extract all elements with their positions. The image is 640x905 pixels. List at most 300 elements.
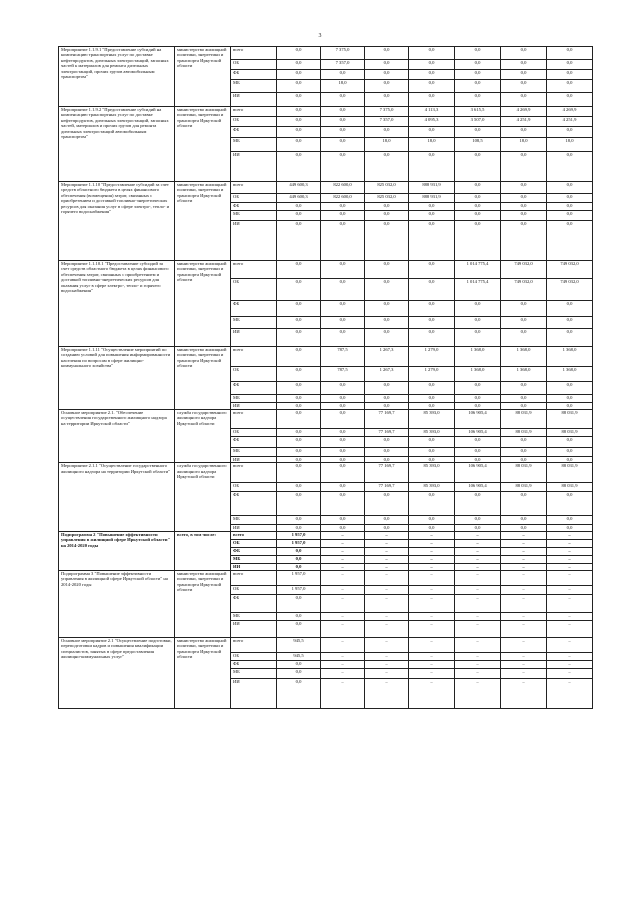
- amount-cell: –: [547, 547, 593, 555]
- executor: министерство жилищной политики, энергетики и транспорта Иркутской области: [175, 47, 231, 107]
- amount-cell: 0,0: [277, 395, 321, 403]
- amount-cell: 18,0: [501, 138, 547, 152]
- executor: министерство жилищной политики, энергетики и транспорта Иркутской области: [175, 182, 231, 261]
- amount-cell: 0,0: [455, 403, 501, 410]
- amount-cell: –: [321, 585, 365, 594]
- measure-name: Основное мероприятие 2.1 "Осуществление подготовки, переподготовки кадров и повышения квалификации специалистов, занятых в сфере предоставления жилищно-коммунальных услуг": [59, 637, 175, 708]
- funding-source: ОБ: [231, 585, 277, 594]
- funding-source: ФБ: [231, 70, 277, 80]
- funding-source: всего: [231, 410, 277, 429]
- amount-cell: 945,5: [277, 637, 321, 652]
- amount-cell: 0,0: [547, 203, 593, 211]
- amount-cell: –: [321, 678, 365, 708]
- funding-source: ИИ: [231, 620, 277, 637]
- amount-cell: –: [409, 539, 455, 547]
- amount-cell: 0,0: [321, 410, 365, 429]
- amount-cell: 0,0: [501, 80, 547, 93]
- amount-cell: –: [455, 547, 501, 555]
- amount-cell: –: [365, 539, 409, 547]
- amount-cell: 0,0: [321, 279, 365, 301]
- amount-cell: –: [321, 531, 365, 539]
- amount-cell: 749 032,0: [547, 279, 593, 301]
- executor: всего, в том числе:: [175, 531, 231, 570]
- executor: министерство жилищной политики, энергетики и транспорта Иркутской области: [175, 347, 231, 410]
- funding-source: ФБ: [231, 127, 277, 138]
- amount-cell: 0,0: [321, 403, 365, 410]
- amount-cell: 1 014 775,4: [455, 261, 501, 279]
- amount-cell: 0,0: [501, 448, 547, 457]
- amount-cell: 0,0: [321, 221, 365, 261]
- amount-cell: 0,0: [501, 301, 547, 317]
- amount-cell: 0,0: [365, 70, 409, 80]
- funding-source: ИИ: [231, 329, 277, 347]
- amount-cell: 0,0: [365, 437, 409, 448]
- amount-cell: 0,0: [547, 301, 593, 317]
- amount-cell: 85 393,0: [409, 483, 455, 492]
- amount-cell: 0,0: [409, 457, 455, 463]
- amount-cell: 0,0: [277, 329, 321, 347]
- amount-cell: 0,0: [365, 403, 409, 410]
- amount-cell: 0,0: [455, 60, 501, 70]
- amount-cell: 0,0: [547, 395, 593, 403]
- table-row: [59, 410, 593, 429]
- amount-cell: 3 615,5: [455, 107, 501, 117]
- amount-cell: 1 279,0: [409, 367, 455, 382]
- amount-cell: 0,0: [547, 194, 593, 203]
- amount-cell: –: [409, 652, 455, 660]
- amount-cell: 77 169,7: [365, 483, 409, 492]
- amount-cell: 0,0: [321, 492, 365, 516]
- amount-cell: 0,0: [547, 525, 593, 531]
- amount-cell: 7 375,0: [365, 107, 409, 117]
- amount-cell: 0,0: [455, 127, 501, 138]
- amount-cell: 7 357,0: [365, 117, 409, 127]
- funding-source: МБ: [231, 448, 277, 457]
- amount-cell: 0,0: [277, 367, 321, 382]
- amount-cell: 88 031,9: [501, 410, 547, 429]
- amount-cell: 0,0: [321, 429, 365, 437]
- funding-source: МБ: [231, 395, 277, 403]
- amount-cell: 0,0: [455, 221, 501, 261]
- amount-cell: –: [321, 539, 365, 547]
- amount-cell: 0,0: [277, 127, 321, 138]
- amount-cell: 0,0: [409, 261, 455, 279]
- amount-cell: 4 113,3: [409, 107, 455, 117]
- amount-cell: 0,0: [501, 329, 547, 347]
- amount-cell: –: [321, 652, 365, 660]
- amount-cell: –: [547, 585, 593, 594]
- amount-cell: –: [455, 594, 501, 612]
- amount-cell: 85 393,0: [409, 463, 455, 483]
- amount-cell: 0,0: [321, 437, 365, 448]
- amount-cell: –: [501, 620, 547, 637]
- amount-cell: 0,0: [365, 261, 409, 279]
- amount-cell: 0,0: [365, 221, 409, 261]
- measure-name: Мероприятие 1.1.9.2 "Предоставление субсидий на компенсацию транспортных услуг по доставке нефтепродуктов, дизельных электростанций, запасных частей, материалов и прочих грузов для ремонта дизельных электростанций автомобильным транспортом": [59, 107, 175, 182]
- amount-cell: 0,0: [277, 594, 321, 612]
- amount-cell: 0,0: [277, 70, 321, 80]
- amount-cell: 0,0: [277, 410, 321, 429]
- amount-cell: 0,0: [501, 437, 547, 448]
- amount-cell: –: [501, 594, 547, 612]
- budget-table: [58, 46, 593, 709]
- funding-source: всего: [231, 637, 277, 652]
- amount-cell: 0,0: [501, 492, 547, 516]
- amount-cell: 0,0: [455, 194, 501, 203]
- amount-cell: 0,0: [547, 80, 593, 93]
- amount-cell: 0,0: [321, 203, 365, 211]
- amount-cell: 0,0: [365, 382, 409, 395]
- amount-cell: 0,0: [277, 563, 321, 570]
- funding-source: ОБ: [231, 117, 277, 127]
- amount-cell: 0,0: [501, 127, 547, 138]
- funding-source: ОБ: [231, 279, 277, 301]
- amount-cell: 0,0: [277, 152, 321, 182]
- funding-source: ФБ: [231, 301, 277, 317]
- amount-cell: 0,0: [455, 301, 501, 317]
- amount-cell: 0,0: [277, 261, 321, 279]
- amount-cell: 0,0: [321, 448, 365, 457]
- amount-cell: 0,0: [547, 448, 593, 457]
- amount-cell: 0,0: [277, 211, 321, 221]
- amount-cell: 77 169,7: [365, 463, 409, 483]
- amount-cell: –: [455, 637, 501, 652]
- amount-cell: –: [501, 668, 547, 678]
- amount-cell: –: [321, 637, 365, 652]
- amount-cell: 77 169,7: [365, 429, 409, 437]
- funding-source: ИИ: [231, 525, 277, 531]
- amount-cell: 0,0: [501, 395, 547, 403]
- amount-cell: –: [365, 678, 409, 708]
- funding-source: ИИ: [231, 221, 277, 261]
- amount-cell: –: [365, 594, 409, 612]
- amount-cell: 0,0: [365, 317, 409, 329]
- amount-cell: –: [547, 612, 593, 620]
- amount-cell: –: [547, 668, 593, 678]
- amount-cell: –: [321, 668, 365, 678]
- amount-cell: 0,0: [501, 221, 547, 261]
- amount-cell: –: [365, 652, 409, 660]
- amount-cell: 0,0: [455, 211, 501, 221]
- amount-cell: –: [501, 547, 547, 555]
- funding-source: МБ: [231, 80, 277, 93]
- amount-cell: 0,0: [501, 403, 547, 410]
- measure-name: Мероприятие 1.1.10.1 "Предоставление субсидий за счет средств областного бюджета в целях финансового обеспечения затрат, связанных с приобретением и доставкой топливно-энергетических ресурсов для оказания услуг в сфере электро-, тепло- и горячего водоснабжения": [59, 261, 175, 347]
- amount-cell: –: [321, 612, 365, 620]
- funding-source: всего: [231, 47, 277, 60]
- executor: служба государственного жилищного надзора Иркутской области: [175, 410, 231, 463]
- amount-cell: 0,0: [277, 429, 321, 437]
- measure-name: Мероприятие 1.1.10 "Предоставление субсидий за счет средств областного бюджета в целях финансового обеспечения (возмещения) затрат, связанных с приобретением и доставкой топливно-энергетических ресурсов для оказания услуг в сфере электро-, тепло- и горячего водоснабжения": [59, 182, 175, 261]
- amount-cell: –: [501, 637, 547, 652]
- amount-cell: 449 600,3: [277, 182, 321, 194]
- amount-cell: 88 031,9: [547, 429, 593, 437]
- amount-cell: 0,0: [455, 457, 501, 463]
- amount-cell: 0,0: [277, 492, 321, 516]
- amount-cell: 0,0: [547, 47, 593, 60]
- amount-cell: 0,0: [277, 107, 321, 117]
- amount-cell: 0,0: [277, 221, 321, 261]
- table-row: [59, 182, 593, 194]
- amount-cell: 0,0: [501, 194, 547, 203]
- amount-cell: –: [455, 555, 501, 563]
- amount-cell: –: [455, 570, 501, 585]
- table-row: [59, 637, 593, 652]
- funding-source: ОБ: [231, 539, 277, 547]
- amount-cell: 0,0: [365, 93, 409, 107]
- amount-cell: 0,0: [321, 152, 365, 182]
- amount-cell: 18,0: [365, 138, 409, 152]
- amount-cell: 0,0: [501, 47, 547, 60]
- amount-cell: –: [547, 620, 593, 637]
- measure-name: Мероприятие 2.1.1 "Осуществление государственного жилищного надзора на территории Иркутской области": [59, 463, 175, 531]
- amount-cell: 0,0: [455, 182, 501, 194]
- amount-cell: 108,5: [455, 138, 501, 152]
- amount-cell: 0,0: [321, 70, 365, 80]
- amount-cell: 77 169,7: [365, 410, 409, 429]
- table-row: [59, 531, 593, 539]
- funding-source: ИИ: [231, 457, 277, 463]
- amount-cell: 0,0: [365, 329, 409, 347]
- amount-cell: –: [365, 563, 409, 570]
- amount-cell: 0,0: [547, 127, 593, 138]
- amount-cell: –: [365, 570, 409, 585]
- measure-name: Мероприятие 1.1.11 "Осуществление мероприятий по созданию условий для повышения информированности населения по вопросам в сфере жилищно-коммунального хозяйства": [59, 347, 175, 410]
- amount-cell: 1 957,0: [277, 531, 321, 539]
- amount-cell: 0,0: [321, 117, 365, 127]
- amount-cell: 0,0: [501, 382, 547, 395]
- measure-name: Подпрограмма 2 "Повышение эффективности управления в жилищной сфере Иркутской области" на 2014-2020 годы: [59, 531, 175, 570]
- table-row: [59, 107, 593, 117]
- amount-cell: –: [409, 668, 455, 678]
- amount-cell: 0,0: [547, 457, 593, 463]
- amount-cell: –: [321, 594, 365, 612]
- funding-source: ОБ: [231, 60, 277, 70]
- amount-cell: –: [409, 660, 455, 668]
- amount-cell: 0,0: [277, 555, 321, 563]
- amount-cell: 0,0: [321, 107, 365, 117]
- funding-source: всего: [231, 347, 277, 367]
- amount-cell: 18,0: [409, 138, 455, 152]
- amount-cell: 1 267,3: [365, 347, 409, 367]
- funding-source: ИИ: [231, 152, 277, 182]
- amount-cell: –: [409, 678, 455, 708]
- amount-cell: 822 600,0: [321, 182, 365, 194]
- amount-cell: –: [409, 585, 455, 594]
- funding-source: ИИ: [231, 563, 277, 570]
- amount-cell: 106 905,4: [455, 410, 501, 429]
- amount-cell: 0,0: [277, 47, 321, 60]
- amount-cell: 88 031,9: [547, 410, 593, 429]
- amount-cell: –: [365, 660, 409, 668]
- amount-cell: –: [365, 555, 409, 563]
- amount-cell: 0,0: [455, 492, 501, 516]
- executor: служба государственного жилищного надзора Иркутской области: [175, 463, 231, 531]
- measure-name: Мероприятие 1.1.9.1 "Предоставление субсидий на компенсацию транспортных услуг по доставке нефтепродуктов, дизельных электростанций, запасных частей к материалов для ремонта дизельных электростанций, прочих грузов автомобильным транспортом": [59, 47, 175, 107]
- amount-cell: 1 368,0: [501, 347, 547, 367]
- amount-cell: 0,0: [321, 211, 365, 221]
- amount-cell: 0,0: [547, 492, 593, 516]
- amount-cell: –: [409, 594, 455, 612]
- amount-cell: –: [501, 570, 547, 585]
- funding-source: МБ: [231, 668, 277, 678]
- amount-cell: 18,0: [321, 80, 365, 93]
- amount-cell: 825 032,0: [365, 194, 409, 203]
- amount-cell: –: [409, 620, 455, 637]
- amount-cell: –: [455, 660, 501, 668]
- table-row: [59, 347, 593, 367]
- amount-cell: 0,0: [409, 127, 455, 138]
- funding-source: ФБ: [231, 203, 277, 211]
- funding-source: всего: [231, 261, 277, 279]
- amount-cell: –: [455, 678, 501, 708]
- amount-cell: –: [409, 563, 455, 570]
- amount-cell: 0,0: [409, 203, 455, 211]
- amount-cell: 0,0: [455, 47, 501, 60]
- amount-cell: 85 393,0: [409, 429, 455, 437]
- amount-cell: –: [501, 678, 547, 708]
- amount-cell: 4 251,9: [501, 117, 547, 127]
- funding-source: всего: [231, 463, 277, 483]
- amount-cell: 0,0: [409, 403, 455, 410]
- amount-cell: 3 507,0: [455, 117, 501, 127]
- funding-source: МБ: [231, 555, 277, 563]
- funding-source: ФБ: [231, 382, 277, 395]
- amount-cell: 0,0: [455, 93, 501, 107]
- amount-cell: 0,0: [455, 80, 501, 93]
- amount-cell: –: [321, 555, 365, 563]
- amount-cell: 0,0: [277, 463, 321, 483]
- amount-cell: 88 031,9: [501, 429, 547, 437]
- amount-cell: –: [409, 570, 455, 585]
- amount-cell: 787,5: [321, 367, 365, 382]
- amount-cell: 888 931,9: [409, 182, 455, 194]
- amount-cell: –: [547, 652, 593, 660]
- amount-cell: 0,0: [455, 525, 501, 531]
- amount-cell: 0,0: [365, 448, 409, 457]
- amount-cell: –: [501, 660, 547, 668]
- amount-cell: 7 375,0: [321, 47, 365, 60]
- amount-cell: 1 957,0: [277, 570, 321, 585]
- amount-cell: 18,0: [547, 138, 593, 152]
- funding-source: ФБ: [231, 660, 277, 668]
- amount-cell: 0,0: [501, 203, 547, 211]
- amount-cell: 0,0: [321, 127, 365, 138]
- page-number: 3: [318, 33, 322, 39]
- amount-cell: 888 931,9: [409, 194, 455, 203]
- amount-cell: –: [455, 585, 501, 594]
- amount-cell: –: [365, 620, 409, 637]
- amount-cell: 0,0: [365, 516, 409, 525]
- amount-cell: 0,0: [365, 152, 409, 182]
- amount-cell: 945,5: [277, 652, 321, 660]
- amount-cell: 4 095,3: [409, 117, 455, 127]
- amount-cell: 0,0: [409, 211, 455, 221]
- table-row: [59, 463, 593, 483]
- amount-cell: 0,0: [321, 329, 365, 347]
- amount-cell: –: [455, 563, 501, 570]
- amount-cell: 0,0: [547, 93, 593, 107]
- amount-cell: –: [547, 660, 593, 668]
- amount-cell: 0,0: [365, 279, 409, 301]
- table-row: [59, 261, 593, 279]
- amount-cell: 0,0: [321, 516, 365, 525]
- amount-cell: 106 905,4: [455, 463, 501, 483]
- amount-cell: 106 905,4: [455, 429, 501, 437]
- amount-cell: 0,0: [501, 457, 547, 463]
- amount-cell: 0,0: [455, 448, 501, 457]
- amount-cell: 0,0: [365, 60, 409, 70]
- amount-cell: –: [547, 555, 593, 563]
- amount-cell: 0,0: [365, 301, 409, 317]
- amount-cell: 787,5: [321, 347, 365, 367]
- amount-cell: 88 031,9: [547, 483, 593, 492]
- amount-cell: –: [455, 539, 501, 547]
- amount-cell: 0,0: [409, 492, 455, 516]
- amount-cell: 0,0: [365, 457, 409, 463]
- funding-source: МБ: [231, 211, 277, 221]
- amount-cell: –: [365, 612, 409, 620]
- amount-cell: 0,0: [409, 47, 455, 60]
- executor: министерство жилищной политики, энергетики и транспорта Иркутской области: [175, 261, 231, 347]
- amount-cell: 1 368,0: [455, 367, 501, 382]
- amount-cell: 0,0: [277, 317, 321, 329]
- funding-source: всего: [231, 107, 277, 117]
- funding-source: ОБ: [231, 367, 277, 382]
- amount-cell: –: [365, 668, 409, 678]
- amount-cell: –: [501, 652, 547, 660]
- amount-cell: –: [547, 539, 593, 547]
- amount-cell: 0,0: [321, 317, 365, 329]
- funding-source: МБ: [231, 138, 277, 152]
- amount-cell: 0,0: [321, 93, 365, 107]
- amount-cell: –: [455, 620, 501, 637]
- funding-source: ОБ: [231, 194, 277, 203]
- funding-source: ОБ: [231, 483, 277, 492]
- amount-cell: –: [547, 637, 593, 652]
- amount-cell: –: [321, 620, 365, 637]
- amount-cell: –: [547, 531, 593, 539]
- amount-cell: 0,0: [277, 612, 321, 620]
- amount-cell: –: [321, 570, 365, 585]
- amount-cell: 749 032,0: [547, 261, 593, 279]
- amount-cell: 1 368,0: [455, 347, 501, 367]
- funding-source: МБ: [231, 612, 277, 620]
- table-row: [59, 47, 593, 60]
- amount-cell: 0,0: [409, 516, 455, 525]
- amount-cell: 1 014 775,4: [455, 279, 501, 301]
- amount-cell: 1 368,0: [547, 367, 593, 382]
- amount-cell: –: [455, 531, 501, 539]
- amount-cell: 0,0: [277, 678, 321, 708]
- amount-cell: 0,0: [365, 525, 409, 531]
- amount-cell: 0,0: [409, 382, 455, 395]
- funding-source: ИИ: [231, 93, 277, 107]
- amount-cell: 0,0: [409, 448, 455, 457]
- amount-cell: 85 393,0: [409, 410, 455, 429]
- funding-source: МБ: [231, 317, 277, 329]
- amount-cell: 0,0: [365, 492, 409, 516]
- funding-source: ФБ: [231, 594, 277, 612]
- amount-cell: –: [409, 555, 455, 563]
- amount-cell: 0,0: [409, 93, 455, 107]
- amount-cell: 1 368,0: [547, 347, 593, 367]
- amount-cell: 0,0: [501, 516, 547, 525]
- amount-cell: 0,0: [321, 138, 365, 152]
- amount-cell: –: [501, 563, 547, 570]
- funding-source: ОБ: [231, 429, 277, 437]
- amount-cell: 822 600,0: [321, 194, 365, 203]
